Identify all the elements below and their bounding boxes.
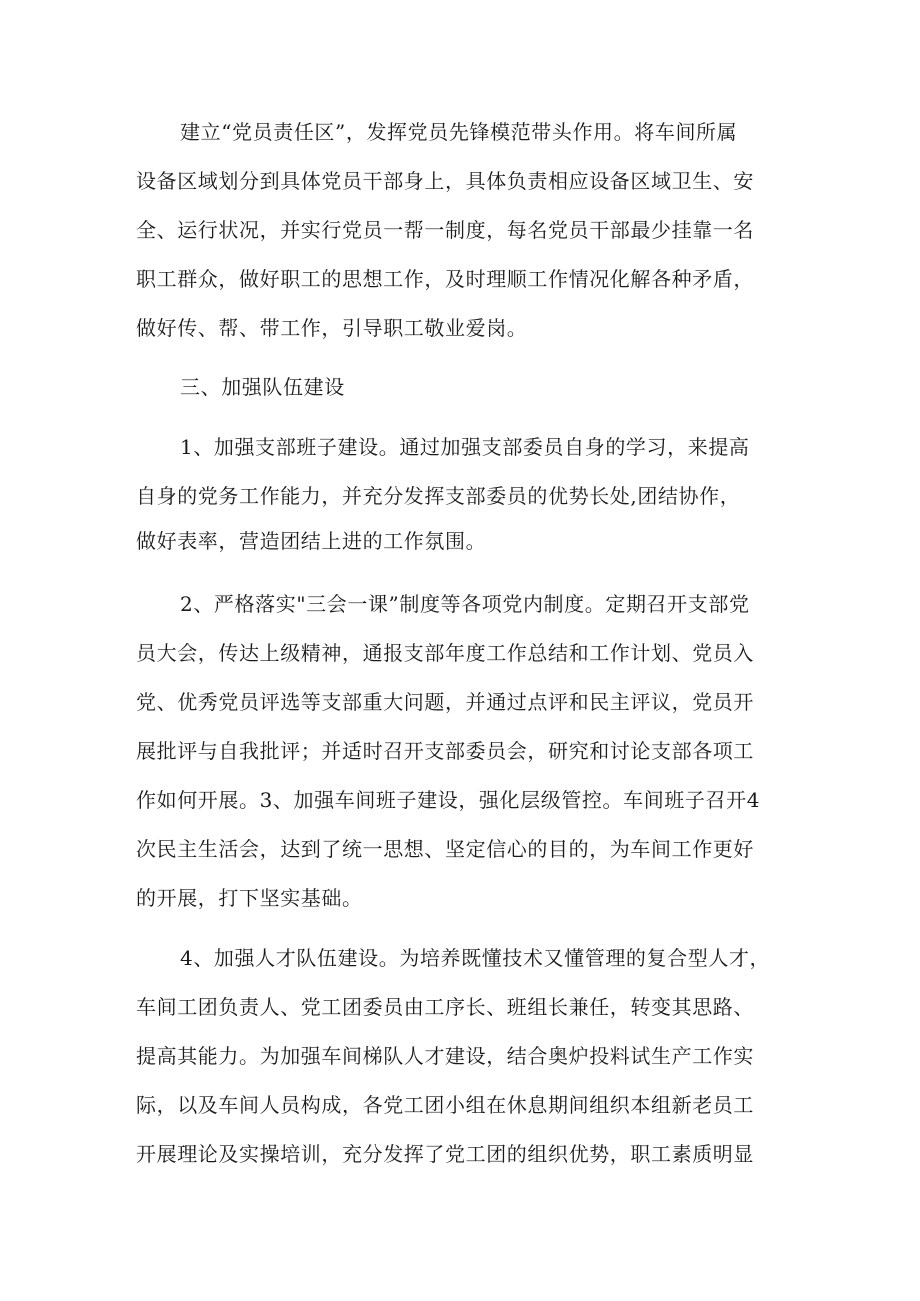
paragraph-3-line-7: 的开展，打下坚实基础。 xyxy=(136,886,363,910)
paragraph-3-line-5: 作如何开展。3、加强车间班子建设，强化层级管控。车间班子召开4 xyxy=(136,788,761,812)
paragraph-3-line-4: 展批评与自我批评；并适时召开支部委员会，研究和讨论支部各项工 xyxy=(136,739,754,763)
section-heading: 三、加强队伍建设 xyxy=(180,375,345,399)
paragraph-4-line-2: 车间工团负责人、党工团委员由工序长、班组长兼任，转变其思路、 xyxy=(136,995,754,1019)
paragraph-4-line-4: 际，以及车间人员构成，各党工团小组在休息期间组织本组新老员工 xyxy=(136,1093,754,1117)
paragraph-2-line-1: 1、加强支部班子建设。通过加强支部委员自身的学习，来提高 xyxy=(180,435,750,459)
paragraph-2-line-2: 自身的党务工作能力，并充分发挥支部委员的优势长处,团结协作， xyxy=(136,484,741,508)
paragraph-4-line-3: 提高其能力。为加强车间梯队人才建设，结合奥炉投料试生产工作实 xyxy=(136,1044,754,1068)
paragraph-1-line-1: 建立“党员责任区”，发挥党员先锋模范带头作用。将车间所属 xyxy=(180,120,738,144)
paragraph-3-line-3: 党、优秀党员评选等支部重大问题，并通过点评和民主评议，党员开 xyxy=(136,690,754,714)
paragraph-3-line-2: 员大会，传达上级精神，通报支部年度工作总结和工作计划、党员入 xyxy=(136,641,754,665)
paragraph-2-line-3: 做好表率，营造团结上进的工作氛围。 xyxy=(136,529,487,553)
paragraph-4-line-1: 4、加强人才队伍建设。为培养既懂技术又懂管理的复合型人才， xyxy=(180,946,771,970)
paragraph-3-line-6: 次民主生活会，达到了统一思想、坚定信心的目的，为车间工作更好 xyxy=(136,837,754,861)
paragraph-4-line-5: 开展理论及实操培训，充分发挥了党工团的组织优势，职工素质明显 xyxy=(136,1142,754,1166)
paragraph-1-line-2: 设备区域划分到具体党员干部身上，具体负责相应设备区域卫生、安 xyxy=(136,169,754,193)
paragraph-3-line-1: 2、严格落实"三会一课”制度等各项党内制度。定期召开支部党 xyxy=(180,592,750,616)
paragraph-1-line-3: 全、运行状况，并实行党员一帮一制度，每名党员干部最少挂靠一名 xyxy=(136,218,754,242)
paragraph-1-line-5: 做好传、帮、带工作，引导职工敬业爱岗。 xyxy=(136,316,528,340)
paragraph-1-line-4: 职工群众，做好职工的思想工作，及时理顺工作情况化解各种矛盾， xyxy=(136,267,754,291)
